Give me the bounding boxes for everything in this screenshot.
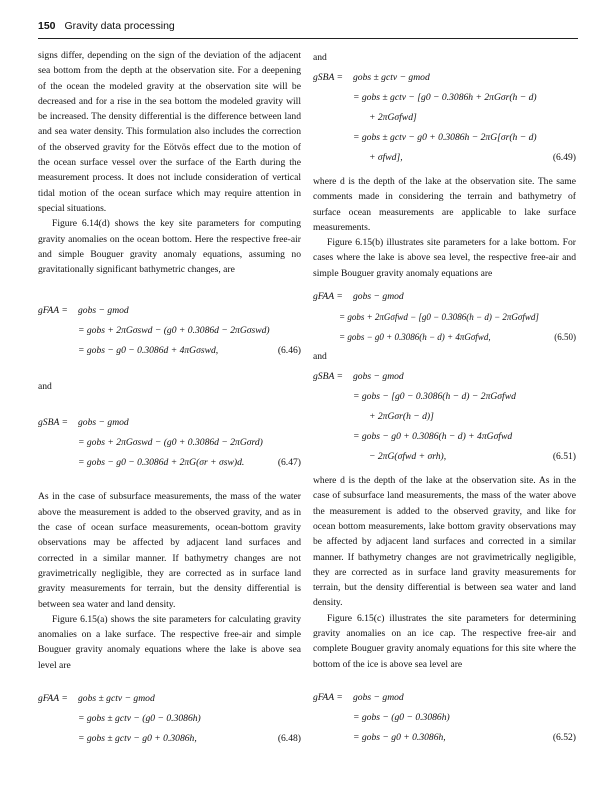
- connector-word: and: [313, 52, 327, 63]
- equation-line: = gobs ± gctv − g0 + 0.3086h − 2πG[σr(h − d): [353, 132, 537, 143]
- equation-line: = gobs − g0 − 0.3086d + 2πG(σr + σsw)d. (6.47): [38, 453, 301, 473]
- equation-line: = gobs − g0 + 0.3086(h − d) + 4πGσfwd: [353, 431, 513, 443]
- equation-line: = gobs − g0 + 0.3086(h − d) + 4πGσfwd, (6.50): [313, 327, 576, 347]
- equation-6-52: [313, 688, 576, 748]
- paragraph: signs differ, depending on the sign of the deviation of the adjacent sea bottom from the depth at the observation site. For a deepening of the ocean the modeled gravity at the observation site will be decreased and for a rise in the sea bottom the modeled gravity will be increased. The density differential is the difference between land and sea water density. This formulation also includes the correction of the observed gravity for the Eötvös effect due to the motion of the ocean surface vessel over the surface of the Earth during the measurement process. It does not include consideration of vertical tidal motion of the ocean surface which may require attention in special situations.: [38, 50, 301, 214]
- equation-line: gFAA = gobs − gmod: [313, 691, 404, 703]
- equation-line: = gobs ± gctv − [g0 − 0.3086h + 2πGσr(h − d): [353, 92, 537, 103]
- equation-line: = gobs − g0 + 0.3086h, (6.52): [313, 728, 576, 748]
- equation-line: = gobs − (g0 − 0.3086h): [353, 711, 450, 723]
- equation-line: + 2πGσfwd]: [369, 112, 417, 123]
- page-number: 150: [38, 20, 56, 32]
- equation-line: gSBA = gobs ± gctv − gmod: [313, 72, 430, 83]
- right-column: [313, 48, 576, 748]
- left-column: [38, 48, 301, 749]
- equation-line: = gobs + 2πGσswd − (g0 + 0.3086d − 2πGσrd): [78, 437, 263, 449]
- equation-line: = gobs − [g0 − 0.3086(h − d) − 2πGσfwd: [353, 391, 516, 403]
- equation-line: gFAA = gobs ± gctv − gmod: [38, 693, 155, 705]
- equation-line: − 2πG(σfwd + σrh), (6.51): [313, 447, 576, 467]
- paragraph: Figure 6.15(b) illustrates site parameters for a lake bottom. For cases where the lake is above sea level, the respective free-air and simple Bouguer gravity anomaly equations are: [313, 237, 576, 279]
- equation-number: (6.48): [277, 733, 301, 745]
- connector-word: and: [38, 381, 52, 393]
- paragraph: where d is the depth of the lake at the observation site. The same comments made in considering the terrain and bathymetry of surface ocean measurements are applicable to lake surface measurements.: [313, 176, 576, 233]
- equation-number: (6.51): [552, 451, 576, 463]
- equation-line: gSBA = gobs − gmod: [38, 417, 129, 429]
- paragraph: Figure 6.15(c) illustrates the site parameters for determining gravity anomalies on an ice cap. The respective free-air and complete Bouguer gravity anomaly equations for this site where the bottom of the ice is above sea level are: [313, 612, 576, 670]
- header-rule: [38, 38, 578, 39]
- running-title: Gravity data processing: [64, 20, 175, 32]
- equation-6-48: [38, 689, 301, 749]
- equation-line: = gobs ± gctv − (g0 − 0.3086h): [78, 713, 201, 725]
- equation-6-51: [313, 367, 576, 467]
- paragraph: Figure 6.15(a) shows the site parameters for calculating gravity anomalies on a lake surface. The respective free-air and simple Bouguer gravity anomaly equations where the lake is above sea level are: [38, 613, 301, 671]
- equation-number: (6.47): [277, 457, 301, 469]
- equation-6-46: [38, 301, 301, 361]
- equation-line: = gobs + 2πGσfwd − [g0 − 0.3086(h − d) − 2πGσfwd]: [339, 312, 539, 323]
- equation-6-50: [313, 287, 576, 347]
- equation-line: = gobs ± gctv − g0 + 0.3086h, (6.48): [38, 729, 301, 749]
- equation-line: gSBA = gobs − gmod: [313, 371, 404, 383]
- equation-number: (6.46): [277, 345, 301, 357]
- running-header: [38, 20, 578, 36]
- equation-line: + 2πGσr(h − d)]: [369, 411, 434, 423]
- paragraph: where d is the depth of the lake at the observation site. As in the case of subsurface land measurements, the mass of the water above the measurement is added to the observed gravity, and like for ocean bottom measurements, lake bottom gravity observations may be affected by adjacent land surfaces and corrected in a similar manner. If bathymetry changes are not gravimetrically negligible, they are corrected as in surface land gravity measurements for terrain, but the density differential is between sea water and land density.: [313, 475, 576, 609]
- equation-line: + σfwd], (6.49): [313, 148, 576, 168]
- equation-number: (6.52): [552, 731, 576, 743]
- equation-6-49: [313, 68, 576, 168]
- equation-6-47: [38, 413, 301, 473]
- connector-word: and: [313, 351, 327, 363]
- paragraph: As in the case of subsurface measurements, the mass of the water above the measurement is added to the observed gravity, and as in the case of ocean surface measurements, ocean-bottom gravity observations may be affected by adjacent land surfaces and corrected in a similar manner. If bathymetry changes are not gravimetrically negligible, they are corrected as in surface land gravity measurements for terrain, but the density differential is between sea water and land density.: [38, 491, 301, 610]
- equation-number: (6.50): [554, 332, 576, 343]
- paragraph: Figure 6.14(d) shows the key site parameters for computing gravity anomalies on the ocean bottom. Here the respective free-air and simple Bouguer gravity anomaly equations, assuming no gravitationally significant bathymetric changes, are: [38, 218, 301, 276]
- equation-line: gFAA = gobs − gmod: [313, 291, 404, 303]
- equation-line: = gobs + 2πGσswd − (g0 + 0.3086d − 2πGσswd): [78, 325, 270, 337]
- equation-number: (6.49): [552, 152, 576, 163]
- equation-line: = gobs − g0 − 0.3086d + 4πGσswd, (6.46): [38, 341, 301, 361]
- equation-line: gFAA = gobs − gmod: [38, 305, 129, 317]
